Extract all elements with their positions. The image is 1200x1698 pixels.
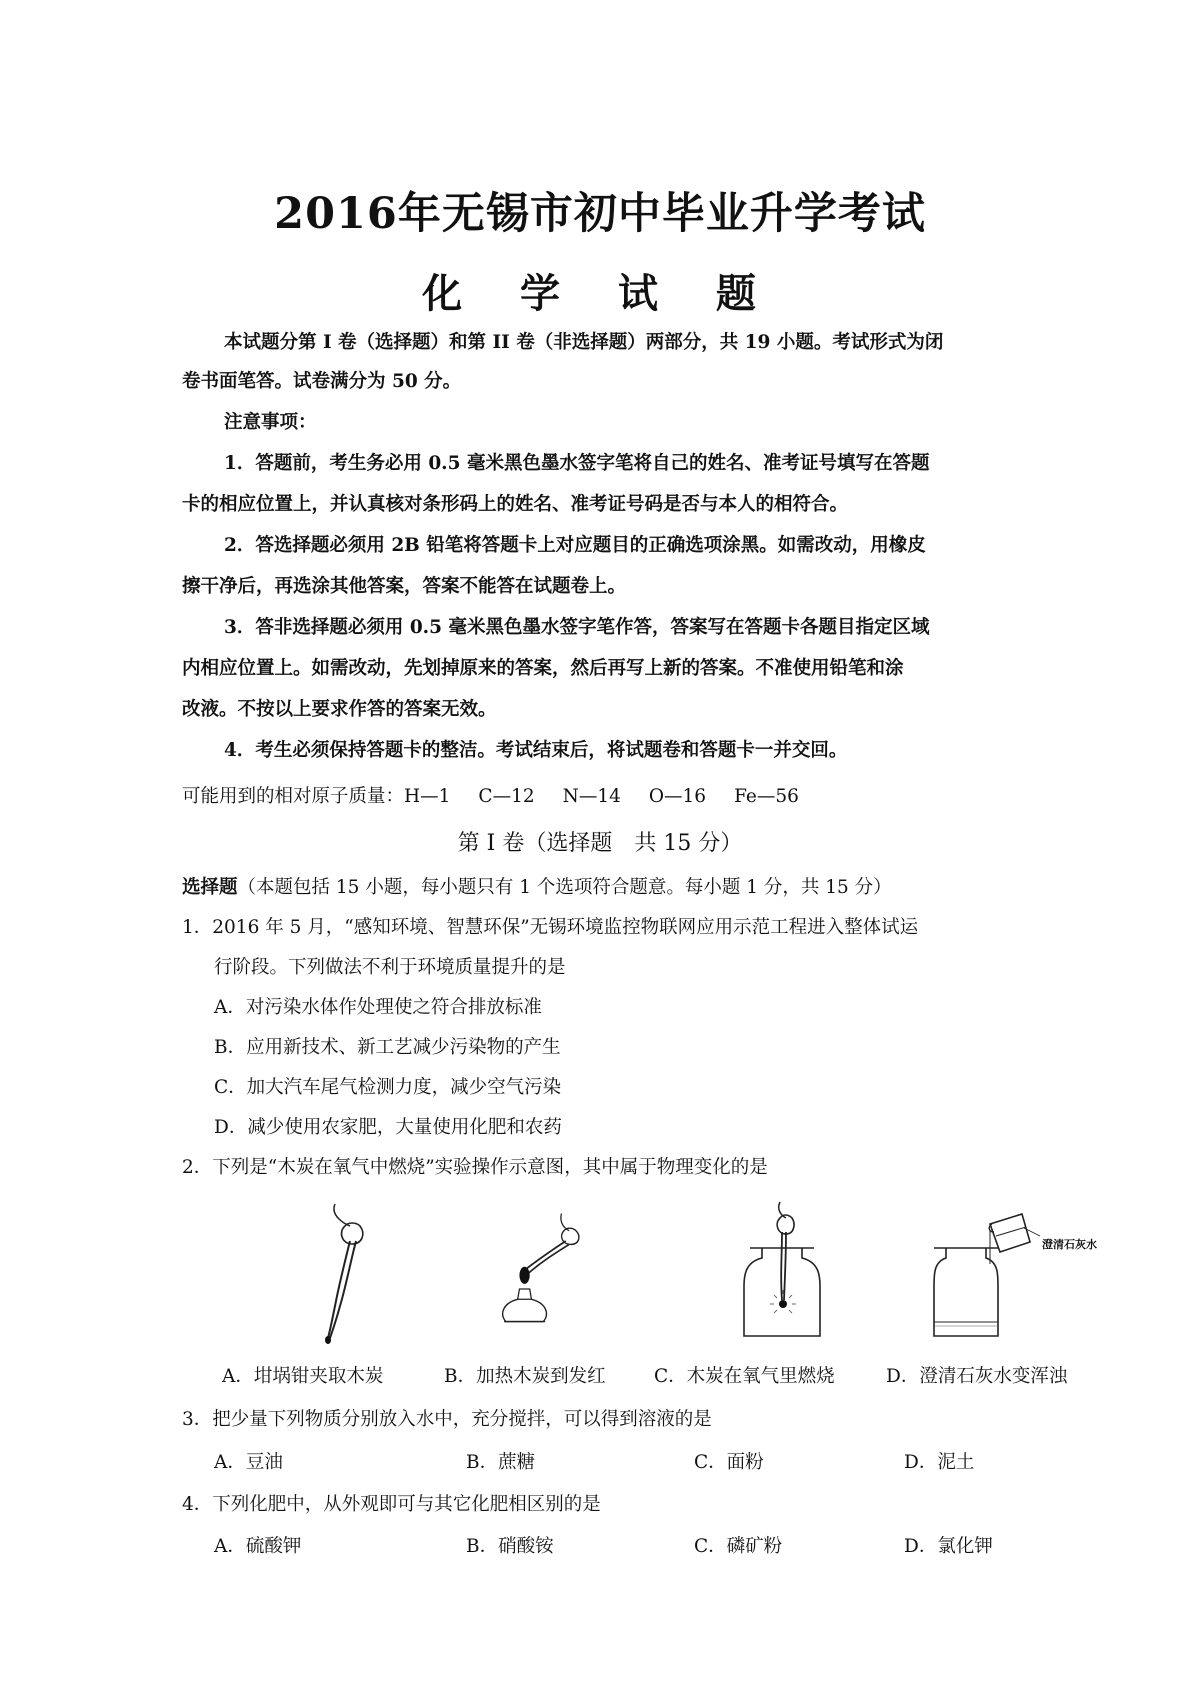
q1-option-d: D．减少使用农家肥，大量使用化肥和农药 [214, 1117, 562, 1138]
limewater-figure-label: 澄清石灰水 [1042, 1238, 1097, 1251]
q4-option-a: A．硫酸钾 [214, 1536, 302, 1557]
exam-subtitle: 化 学 试 题 [422, 270, 778, 317]
q3-option-b: B．蔗糖 [466, 1452, 536, 1473]
q4-option-d: D．氯化钾 [904, 1536, 993, 1557]
mass-h: H—1 [404, 786, 451, 807]
burning-in-oxygen-figure [722, 1196, 842, 1346]
intro-line-1: 本试题分第 I 卷（选择题）和第 II 卷（非选择题）两部分，共 19 小题。考试形式为闭 [224, 332, 944, 353]
atomic-masses [182, 782, 1022, 808]
q4-option-b: B．硝酸铵 [466, 1536, 554, 1557]
mass-fe: Fe—56 [734, 786, 799, 807]
mass-o: O—16 [648, 786, 707, 807]
heating-charcoal-figure [480, 1196, 600, 1346]
q1-stem-line-1: 1．2016 年 5 月，“感知环境、智慧环保”无锡环境监控物联网应用示范工程进入整体试运 [182, 917, 919, 938]
q3-option-a: A．豆油 [214, 1452, 283, 1473]
tongs-charcoal-figure [290, 1196, 410, 1346]
mass-c: C—12 [478, 786, 535, 807]
section-1-instr-bold: 选择题 [182, 877, 238, 898]
mass-n: N—14 [562, 786, 621, 807]
q1-stem-line-2: 行阶段。下列做法不利于环境质量提升的是 [214, 957, 566, 978]
note-3-line-2: 内相应位置上。如需改动，先划掉原来的答案，然后再写上新的答案。不准使用铅笔和涂 [182, 658, 904, 679]
note-4-line-1: 4．考生必须保持答题卡的整洁。考试结束后，将试题卷和答题卡一并交回。 [224, 740, 848, 761]
q3-option-d: D．泥土 [904, 1452, 975, 1473]
q2-option-a: A．坩埚钳夹取木炭 [222, 1366, 384, 1387]
q4-option-c: C．磷矿粉 [694, 1536, 783, 1557]
atomic-masses-label: 可能用到的相对原子质量： [182, 786, 405, 807]
note-1-line-1: 1．答题前，考生务必用 0.5 毫米黑色墨水签字笔将自己的姓名、准考证号填写在答题 [224, 453, 930, 474]
q2-option-c: C．木炭在氧气里燃烧 [654, 1366, 835, 1387]
q4-stem: 4．下列化肥中，从外观即可与其它化肥相区别的是 [182, 1494, 601, 1515]
note-2-line-1: 2．答选择题必须用 2B 铅笔将答题卡上对应题目的正确选项涂黑。如需改动，用橡皮 [224, 535, 926, 556]
section-1-instructions [182, 873, 1022, 899]
q2-option-d: D．澄清石灰水变浑浊 [886, 1366, 1068, 1387]
q1-option-b: B．应用新技术、新工艺减少污染物的产生 [214, 1037, 561, 1058]
q2-option-b: B．加热木炭到发红 [444, 1366, 606, 1387]
section-1-heading: 第 I 卷（选择题 共 15 分） [457, 831, 743, 856]
q1-option-a: A．对污染水体作处理使之符合排放标准 [214, 997, 542, 1018]
section-1-instr-rest: （本题包括 15 小题，每小题只有 1 个选项符合题意。每小题 1 分，共 15 分） [237, 877, 892, 898]
limewater-figure [928, 1196, 1088, 1346]
note-2-line-2: 擦干净后，再选涂其他答案，答案不能答在试题卷上。 [182, 576, 627, 597]
note-3-line-1: 3．答非选择题必须用 0.5 毫米黑色墨水签字笔作答，答案写在答题卡各题目指定区域 [224, 617, 930, 638]
notes-heading: 注意事项： [224, 412, 317, 433]
q2-stem: 2．下列是“木炭在氧气中燃烧”实验操作示意图，其中属于物理变化的是 [182, 1157, 768, 1178]
note-1-line-2: 卡的相应位置上，并认真核对条形码上的姓名、准考证号码是否与本人的相符合。 [182, 494, 849, 515]
q3-stem: 3．把少量下列物质分别放入水中，充分搅拌，可以得到溶液的是 [182, 1409, 712, 1430]
exam-title: 2016年无锡市初中毕业升学考试 [274, 189, 926, 239]
q3-option-c: C．面粉 [694, 1452, 764, 1473]
intro-line-2: 卷书面笔答。试卷满分为 50 分。 [182, 371, 462, 392]
note-3-line-3: 改液。不按以上要求作答的答案无效。 [182, 699, 497, 720]
q1-option-c: C．加大汽车尾气检测力度，减少空气污染 [214, 1077, 562, 1098]
